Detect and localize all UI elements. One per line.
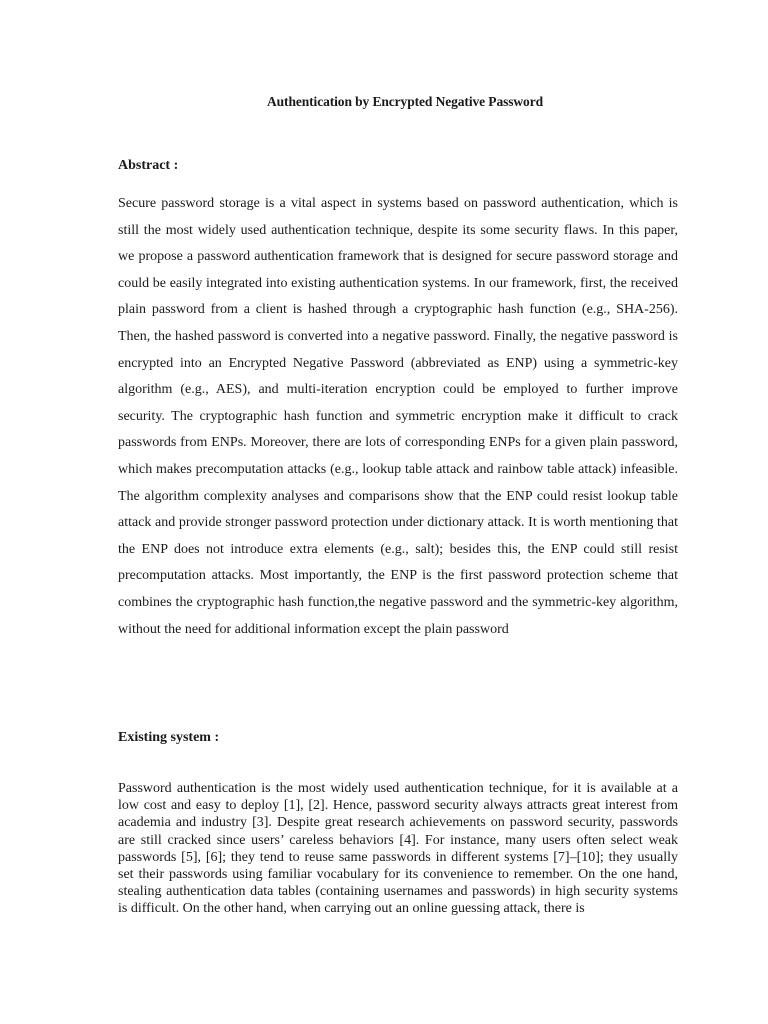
document-title: Authentication by Encrypted Negative Password: [267, 94, 543, 109]
abstract-heading: Abstract :: [118, 158, 179, 173]
existing-system-heading: Existing system :: [118, 730, 220, 745]
existing-system-paragraph: Password authentication is the most widely used authentication technique, for it is available at a low cost and easy to deploy [1], [2]. Hence, password security always attracts great interest from academia and industry [3]. Despite great research achievements on password security, passwords are still cracked since users’ careless behaviors [4]. For instance, many users often select weak passwords [5], [6]; they tend to reuse same passwords in different systems [7]–[10]; they usually set their passwords using familiar vocabulary for its convenience to remember. On the one hand, stealing authentication data tables (containing usernames and passwords) in high security systems is difficult. On the other hand, when carrying out an online guessing attack, there is: [118, 781, 678, 917]
abstract-paragraph: Secure password storage is a vital aspect in systems based on password authentication, which is still the most widely used authentication technique, despite its some security flaws. In this paper, we propose a password authentication framework that is designed for secure password storage and could be easily integrated into existing authentication systems. In our framework, first, the received plain password from a client is hashed through a cryptographic hash function (e.g., SHA-256). Then, the hashed password is converted into a negative password. Finally, the negative password is encrypted into an Encrypted Negative Password (abbreviated as ENP) using a symmetric-key algorithm (e.g., AES), and multi-iteration encryption could be employed to further improve security. The cryptographic hash function and symmetric encryption make it difficult to crack passwords from ENPs. Moreover, there are lots of corresponding ENPs for a given plain password, which makes precomputation attacks (e.g., lookup table attack and rainbow table attack) infeasible. The algorithm complexity analyses and comparisons show that the ENP could resist lookup table attack and provide stronger password protection under dictionary attack. It is worth mentioning that the ENP does not introduce extra elements (e.g., salt); besides this, the ENP could still resist precomputation attacks. Most importantly, the ENP is the first password protection scheme that combines the cryptographic hash function,the negative password and the symmetric-key algorithm, without the need for additional information except the plain password: [118, 196, 678, 637]
